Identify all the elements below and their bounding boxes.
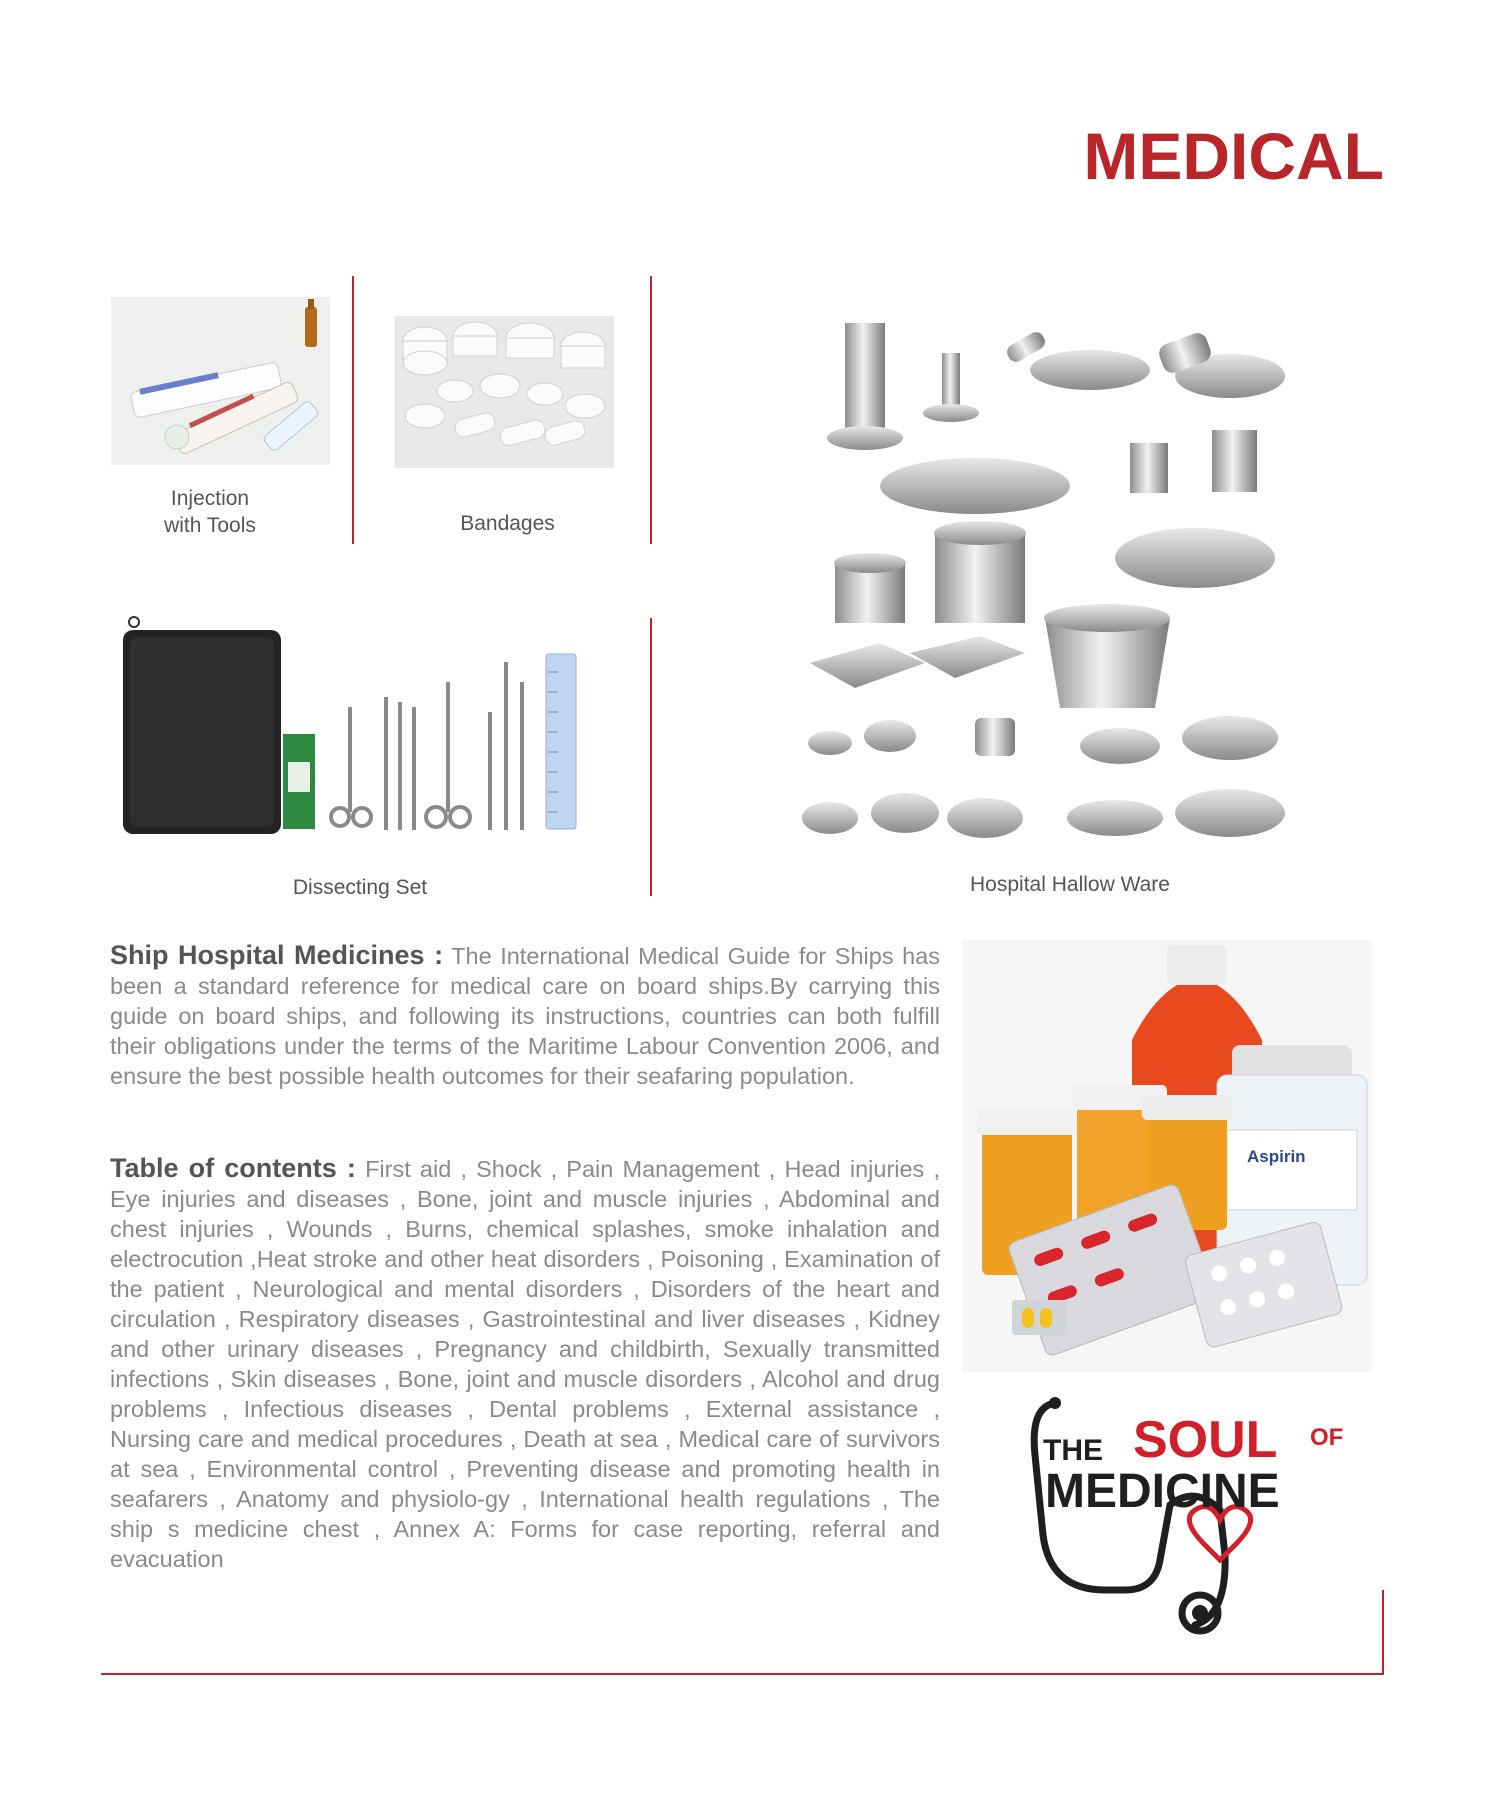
logo-medicine: MEDICINE	[1045, 1465, 1280, 1518]
aspirin-label: Aspirin	[1247, 1147, 1306, 1166]
dissecting-set-caption: Dissecting Set	[292, 876, 428, 899]
hospital-hallow-ware-image	[800, 318, 1290, 853]
divider-vertical-3	[650, 618, 652, 896]
divider-vertical-2	[650, 276, 652, 544]
soul-of-medicine-logo	[1015, 1385, 1375, 1650]
hallow-ware-caption: Hospital Hallow Ware	[970, 873, 1170, 896]
ship-hospital-heading: Ship Hospital Medicines :	[110, 940, 444, 970]
injection-tools-image	[111, 297, 330, 465]
toc-heading: Table of contents :	[110, 1153, 356, 1183]
logo-soul: SOUL	[1133, 1411, 1278, 1469]
logo-the: THE	[1043, 1434, 1103, 1467]
toc-section	[110, 1153, 940, 1574]
page-title: MEDICAL	[1083, 119, 1384, 193]
dissecting-set-image	[118, 612, 588, 842]
ship-hospital-section	[110, 940, 940, 1091]
divider-vertical-4	[1382, 1590, 1384, 1674]
divider-vertical-1	[352, 276, 354, 544]
injection-caption: Injection with Tools	[164, 487, 256, 537]
toc-body: First aid , Shock , Pain Management , Head injuries , Eye injuries and diseases , Bone, joint and muscle injuries , Abdominal and chest injuries , Wounds , Burns, chemical splashes, smoke inhalation and electrocution ,Heat stroke and other heat disorders , Poisoning , Examination of the patient , Neurological and mental disorders , Disorders of the heart and circulation , Respiratory diseases , Gastrointestinal and liver diseases , Kidney and other urinary diseases , Pregnancy and childbirth, Sexually transmitted infections , Skin diseases , Bone, joint and muscle disorders , Alcohol and drug problems , Infectious diseases , Dental problems , External assistance , Nursing care and medical procedures , Death at sea , Medical care of survivors at sea , Environmental control , Preventing disease and promoting health in seafarers , Anatomy and physiolo-gy , International health regulations , The ship s medicine chest , Annex A: Forms for case reporting, referral and evacuation	[110, 1156, 940, 1572]
bandages-image	[395, 316, 614, 468]
bandages-caption: Bandages	[460, 512, 555, 535]
ship-hospital-body: The International Medical Guide for Ships has been a standard reference for medical care on board ships.By carrying this guide on board ships, and following its instructions, countries can both fulfill their obligations under the terms of the Maritime Labour Convention 2006, and ensure the best possible health outcomes for their seafaring population.	[110, 943, 940, 1089]
logo-of: OF	[1310, 1424, 1344, 1451]
medicines-image	[962, 940, 1372, 1372]
divider-horizontal-bottom	[101, 1673, 1384, 1675]
